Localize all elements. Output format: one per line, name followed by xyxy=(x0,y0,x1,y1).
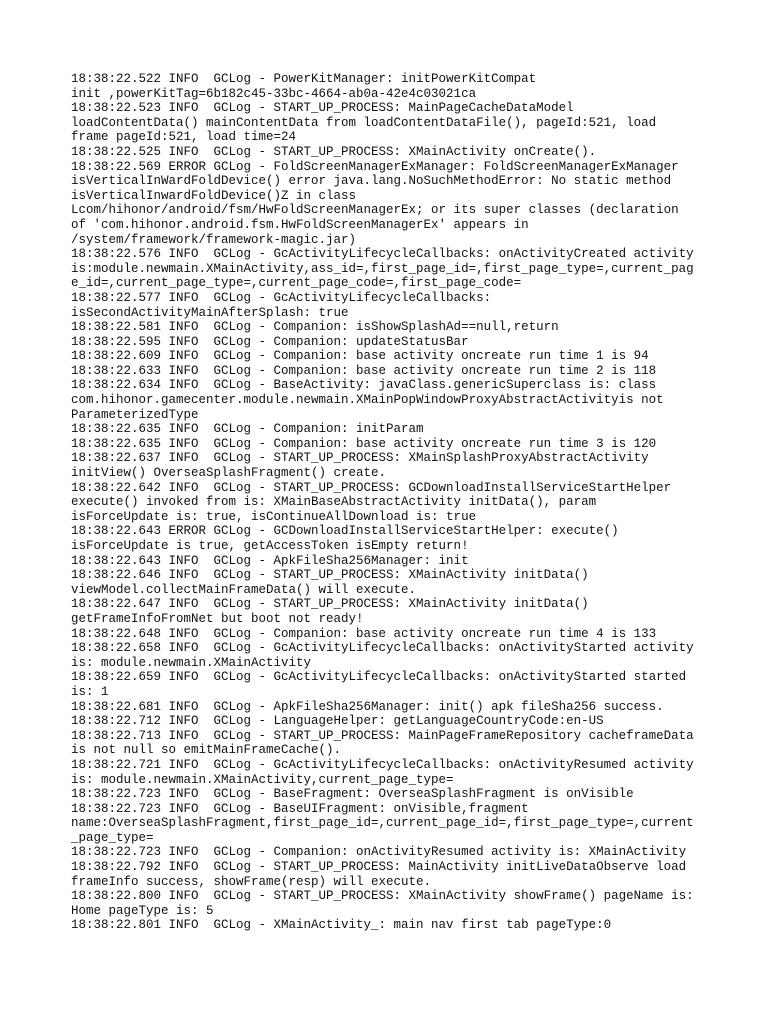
log-line: 18:38:22.634 INFO GCLog - BaseActivity: javaClass.genericSuperclass is: class xyxy=(71,378,657,393)
log-line: Lcom/hihonor/android/fsm/HwFoldScreenManagerEx; or its super classes (declaration xyxy=(71,203,679,218)
log-line: isVerticalInWardFoldDevice() error java.lang.NoSuchMethodError: No static method xyxy=(71,174,672,189)
log-line: /system/framework/framework-magic.jar) xyxy=(71,232,357,247)
log-line: 18:38:22.569 ERROR GCLog - FoldScreenManagerExManager: FoldScreenManagerExManager xyxy=(71,159,679,174)
log-line: initView() OverseaSplashFragment() create. xyxy=(71,466,387,481)
log-line: 18:38:22.576 INFO GCLog - GcActivityLifecycleCallbacks: onActivityCreated activity xyxy=(71,247,694,262)
log-line: 18:38:22.643 ERROR GCLog - GCDownloadInstallServiceStartHelper: execute() xyxy=(71,524,619,539)
log-line: loadContentData() mainContentData from loadContentDataFile(), pageId:521, load xyxy=(71,115,657,130)
log-line: com.hihonor.gamecenter.module.newmain.XMainPopWindowProxyAbstractActivityis not xyxy=(71,393,664,408)
log-line: isForceUpdate is: true, isContinueAllDownload is: true xyxy=(71,509,477,524)
log-line: 18:38:22.577 INFO GCLog - GcActivityLifecycleCallbacks: xyxy=(71,290,492,305)
log-line: 18:38:22.642 INFO GCLog - START_UP_PROCESS: GCDownloadInstallServiceStartHelper xyxy=(71,480,672,495)
log-line: e_id=,current_page_type=,current_page_code=,first_page_code= xyxy=(71,276,522,291)
log-line: 18:38:22.648 INFO GCLog - Companion: base activity oncreate run time 4 is 133 xyxy=(71,626,657,641)
log-text-block xyxy=(71,72,711,933)
log-line: _page_type= xyxy=(71,830,154,845)
log-line: 18:38:22.800 INFO GCLog - START_UP_PROCESS: XMainActivity showFrame() pageName is: xyxy=(71,889,694,904)
log-line: frame pageId:521, load time=24 xyxy=(71,130,297,145)
log-line: 18:38:22.633 INFO GCLog - Companion: base activity oncreate run time 2 is 118 xyxy=(71,363,657,378)
log-line: frameInfo success, showFrame(resp) will execute. xyxy=(71,874,432,889)
log-line: 18:38:22.609 INFO GCLog - Companion: base activity oncreate run time 1 is 94 xyxy=(71,349,649,364)
log-line: is: module.newmain.XMainActivity xyxy=(71,655,312,670)
log-line: is not null so emitMainFrameCache(). xyxy=(71,743,342,758)
log-line: 18:38:22.712 INFO GCLog - LanguageHelper: getLanguageCountryCode:en-US xyxy=(71,714,604,729)
log-line: 18:38:22.647 INFO GCLog - START_UP_PROCESS: XMainActivity initData() xyxy=(71,597,589,612)
log-line: 18:38:22.723 INFO GCLog - Companion: onActivityResumed activity is: XMainActivity xyxy=(71,845,687,860)
log-line: 18:38:22.523 INFO GCLog - START_UP_PROCESS: MainPageCacheDataModel xyxy=(71,101,574,116)
log-line: 18:38:22.658 INFO GCLog - GcActivityLifecycleCallbacks: onActivityStarted activity xyxy=(71,641,694,656)
log-line: of 'com.hihonor.android.fsm.HwFoldScreenManagerEx' appears in xyxy=(71,217,529,232)
log-line: 18:38:22.801 INFO GCLog - XMainActivity_: main nav first tab pageType:0 xyxy=(71,918,612,933)
log-line: isSecondActivityMainAfterSplash: true xyxy=(71,305,349,320)
log-line: is: module.newmain.XMainActivity,current_page_type= xyxy=(71,772,454,787)
log-line: isVerticalInwardFoldDevice()Z in class xyxy=(71,188,357,203)
log-line: isForceUpdate is true, getAccessToken isEmpty return! xyxy=(71,539,469,553)
log-line: 18:38:22.713 INFO GCLog - START_UP_PROCESS: MainPageFrameRepository cacheframeData xyxy=(71,728,694,743)
log-document xyxy=(71,72,711,933)
log-line: 18:38:22.792 INFO GCLog - START_UP_PROCESS: MainActivity initLiveDataObserve load xyxy=(71,860,687,875)
log-line: 18:38:22.659 INFO GCLog - GcActivityLifecycleCallbacks: onActivityStarted started xyxy=(71,670,687,685)
log-line: ParameterizedType xyxy=(71,407,199,422)
log-line: getFrameInfoFromNet but boot not ready! xyxy=(71,611,364,626)
log-line: 18:38:22.723 INFO GCLog - BaseFragment: OverseaSplashFragment is onVisible xyxy=(71,787,634,802)
log-line: 18:38:22.522 INFO GCLog - PowerKitManager: initPowerKitCompat xyxy=(71,72,537,86)
log-line: 18:38:22.646 INFO GCLog - START_UP_PROCESS: XMainActivity initData() xyxy=(71,568,589,583)
log-line: 18:38:22.581 INFO GCLog - Companion: isShowSplashAd==null,return xyxy=(71,320,559,335)
log-line: viewModel.collectMainFrameData() will execute. xyxy=(71,582,417,597)
log-line: 18:38:22.681 INFO GCLog - ApkFileSha256Manager: init() apk fileSha256 success. xyxy=(71,699,664,714)
log-line: 18:38:22.723 INFO GCLog - BaseUIFragment: onVisible,fragment xyxy=(71,801,529,816)
log-line: 18:38:22.637 INFO GCLog - START_UP_PROCESS: XMainSplashProxyAbstractActivity xyxy=(71,451,649,466)
log-line: 18:38:22.643 INFO GCLog - ApkFileSha256Manager: init xyxy=(71,553,469,568)
log-line: 18:38:22.525 INFO GCLog - START_UP_PROCESS: XMainActivity onCreate(). xyxy=(71,144,597,159)
log-line: 18:38:22.721 INFO GCLog - GcActivityLifecycleCallbacks: onActivityResumed activity xyxy=(71,757,694,772)
log-line: is:module.newmain.XMainActivity,ass_id=,first_page_id=,first_page_type=,current_pag xyxy=(71,261,694,276)
log-line: name:OverseaSplashFragment,first_page_id=,current_page_id=,first_page_type=,current xyxy=(71,816,694,831)
log-line: is: 1 xyxy=(71,684,109,699)
log-line: execute() invoked from is: XMainBaseAbstractActivity initData(), param xyxy=(71,495,597,510)
log-line: init ,powerKitTag=6b182c45-33bc-4664-ab0a-42e4c03021ca xyxy=(71,86,477,101)
log-line: Home pageType is: 5 xyxy=(71,903,214,918)
log-line: 18:38:22.595 INFO GCLog - Companion: updateStatusBar xyxy=(71,334,469,349)
log-line: 18:38:22.635 INFO GCLog - Companion: base activity oncreate run time 3 is 120 xyxy=(71,436,657,451)
log-line: 18:38:22.635 INFO GCLog - Companion: initParam xyxy=(71,422,424,437)
